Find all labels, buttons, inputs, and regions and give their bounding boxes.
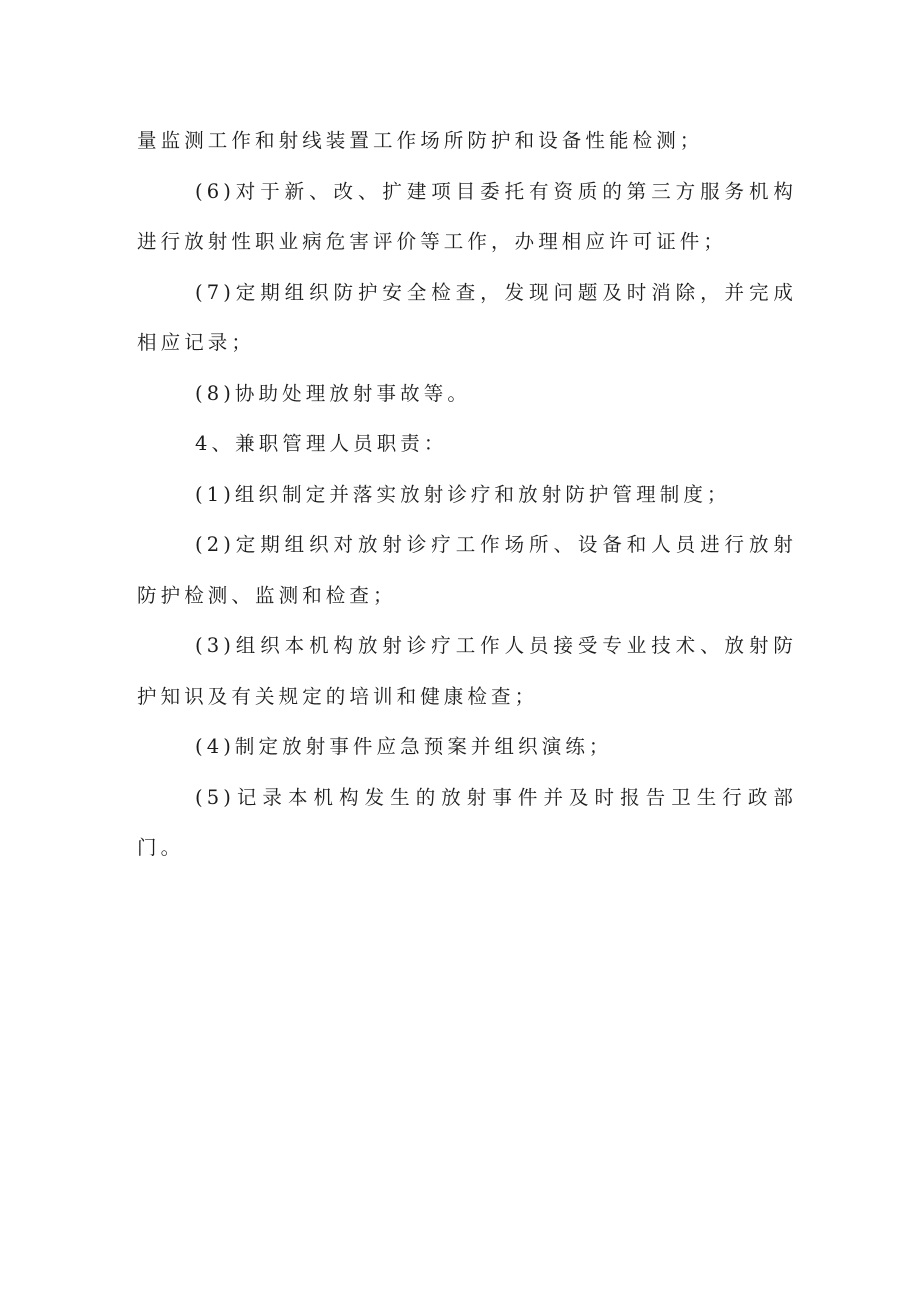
paragraph-item-6: (6)对于新、改、扩建项目委托有资质的第三方服务机构进行放射性职业病危害评价等工作，办理相应许可证件； bbox=[137, 179, 797, 253]
document-body bbox=[137, 116, 797, 874]
paragraph-item-5: (5)记录本机构发生的放射事件并及时报告卫生行政部门。 bbox=[137, 785, 797, 859]
paragraph-item-4: (4)制定放射事件应急预案并组织演练； bbox=[195, 735, 613, 758]
paragraph-item-8: (8)协助处理放射事故等。 bbox=[195, 381, 471, 405]
paragraph-item-1: (1)组织制定并落实放射诊疗和放射防护管理制度； bbox=[195, 482, 731, 506]
paragraph-item-7: (7)定期组织防护安全检查，发现问题及时消除，并完成相应记录； bbox=[137, 280, 797, 354]
paragraph-continuation: 量监测工作和射线装置工作场所防护和设备性能检测； bbox=[137, 129, 704, 152]
paragraph-item-3: (3)组织本机构放射诊疗工作人员接受专业技术、放射防护知识及有关规定的培训和健康检查； bbox=[137, 634, 797, 708]
section-heading-part-time-managers: 4、兼职管理人员职责： bbox=[195, 432, 448, 455]
paragraph-item-2: (2)定期组织对放射诊疗工作场所、设备和人员进行放射防护检测、监测和检查； bbox=[137, 533, 797, 607]
